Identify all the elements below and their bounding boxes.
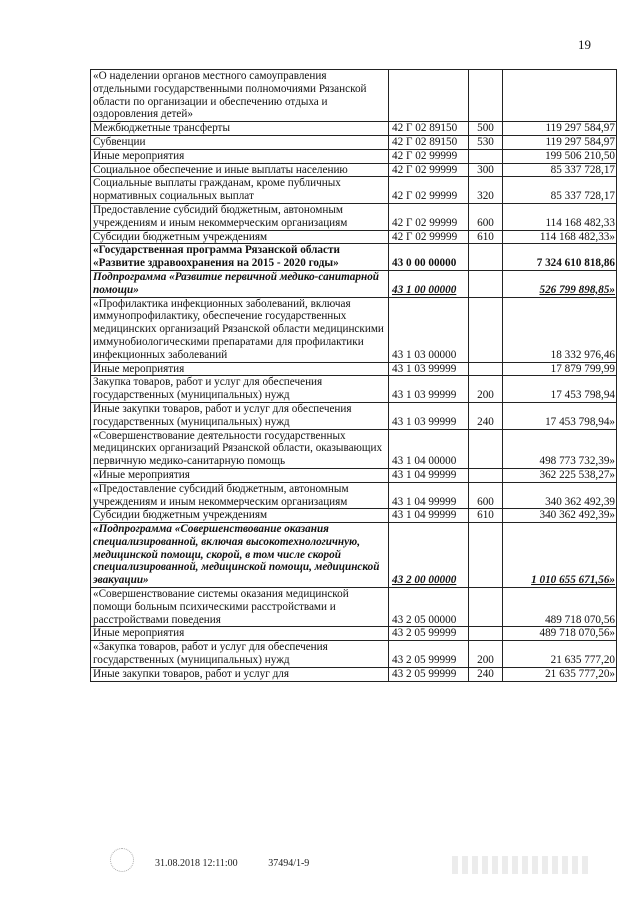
row-code: 43 0 00 00000 [389,244,469,271]
table-row [91,230,617,244]
row-name: «Совершенствование деятельности государственных медицинских организаций Рязанской области, оказывающих первичную медико-санитарную помощь [91,429,389,468]
row-expense-type [469,468,503,482]
row-name: «Предоставление субсидий бюджетным, автономным учреждениям и иным некоммерческим организациям [91,482,389,509]
row-amount: 85 337 728,17 [503,177,617,204]
row-amount: 489 718 070,56» [503,627,617,641]
row-amount: 114 168 482,33 [503,203,617,230]
row-amount [503,70,617,122]
table-row [91,509,617,523]
row-amount: 498 773 732,39» [503,429,617,468]
table-row [91,482,617,509]
row-code: 43 2 05 00000 [389,588,469,627]
row-code: 42 Г 02 89150 [389,122,469,136]
row-name: «Государственная программа Рязанской области «Развитие здравоохранения на 2015 - 2020 годы» [91,244,389,271]
row-name: Иные мероприятия [91,149,389,163]
row-name: Межбюджетные трансферты [91,122,389,136]
row-expense-type: 610 [469,509,503,523]
row-expense-type: 600 [469,203,503,230]
row-expense-type: 200 [469,376,503,403]
table-row [91,122,617,136]
row-expense-type: 530 [469,135,503,149]
row-amount: 340 362 492,39» [503,509,617,523]
row-code [389,70,469,122]
table-row [91,270,617,297]
row-expense-type [469,362,503,376]
row-expense-type: 610 [469,230,503,244]
row-code: 43 2 05 99999 [389,627,469,641]
row-name: Предоставление субсидий бюджетным, автономным учреждениям и иным некоммерческим организациям [91,203,389,230]
row-amount: 119 297 584,97 [503,122,617,136]
row-amount: 362 225 538,27» [503,468,617,482]
row-expense-type [469,523,503,588]
footer [155,858,337,869]
row-code: 43 2 05 99999 [389,667,469,681]
row-amount: 17 453 798,94» [503,402,617,429]
row-code: 42 Г 02 99999 [389,230,469,244]
row-code: 43 1 04 99999 [389,509,469,523]
table-row [91,627,617,641]
row-code: 43 2 00 00000 [389,523,469,588]
table-row [91,163,617,177]
row-expense-type: 240 [469,667,503,681]
row-name: «Закупка товаров, работ и услуг для обеспечения государственных (муниципальных) нужд [91,641,389,668]
table-row [91,362,617,376]
row-code: 42 Г 02 89150 [389,135,469,149]
row-name: Субвенции [91,135,389,149]
row-name: Социальные выплаты гражданам, кроме публичных нормативных социальных выплат [91,177,389,204]
row-amount: 199 506 210,50 [503,149,617,163]
row-code: 43 2 05 99999 [389,641,469,668]
row-amount: 18 332 976,46 [503,297,617,362]
row-amount: 489 718 070,56 [503,588,617,627]
row-amount: 114 168 482,33» [503,230,617,244]
table-row [91,297,617,362]
row-code: 42 Г 02 99999 [389,177,469,204]
row-name: «Иные мероприятия [91,468,389,482]
row-code: 43 1 00 00000 [389,270,469,297]
table-row [91,376,617,403]
row-amount: 7 324 610 818,86 [503,244,617,271]
table-row [91,177,617,204]
table-row [91,402,617,429]
row-expense-type [469,588,503,627]
row-code: 43 1 04 99999 [389,482,469,509]
row-name: «Совершенствование системы оказания медицинской помощи больным психическими расстройствами и расстройствами поведения [91,588,389,627]
page-number: 19 [578,37,591,52]
row-name: Иные закупки товаров, работ и услуг для обеспечения государственных (муниципальных) нужд [91,402,389,429]
row-name: «Подпрограмма «Совершенствование оказания специализированной, включая высокотехнологичную, медицинской помощи, скорой, в том числе скорой специализированной, медицинской помощи, медицинской эвакуации» [91,523,389,588]
row-name: Подпрограмма «Развитие первичной медико-санитарной помощи» [91,270,389,297]
table-row [91,70,617,122]
row-code: 43 1 03 99999 [389,376,469,403]
row-code: 42 Г 02 99999 [389,149,469,163]
row-name: Иные мероприятия [91,627,389,641]
row-expense-type: 500 [469,122,503,136]
row-expense-type: 240 [469,402,503,429]
footer-doc-id: 37494/1-9 [268,858,310,869]
table-row [91,429,617,468]
row-expense-type: 600 [469,482,503,509]
table-row [91,244,617,271]
row-name: Субсидии бюджетным учреждениям [91,230,389,244]
row-amount: 1 010 655 671,56» [503,523,617,588]
row-expense-type [469,244,503,271]
row-expense-type [469,149,503,163]
row-amount: 119 297 584,97 [503,135,617,149]
row-amount: 526 799 898,85» [503,270,617,297]
row-amount: 21 635 777,20 [503,641,617,668]
row-expense-type: 200 [469,641,503,668]
row-expense-type: 320 [469,177,503,204]
row-amount: 17 879 799,99 [503,362,617,376]
row-amount: 340 362 492,39 [503,482,617,509]
row-code: 43 1 03 99999 [389,402,469,429]
row-name: Социальное обеспечение и иные выплаты населению [91,163,389,177]
row-name: «Профилактика инфекционных заболеваний, включая иммунопрофилактику, обеспечение государственных медицинских организаций Рязанской области медицинскими иммунобиологическими препаратами для профилактики инфекционных заболеваний [91,297,389,362]
row-name: «О наделении органов местного самоуправления отдельными государственными полномочиями Рязанской области по организации и обеспечению отдыха и оздоровления детей» [91,70,389,122]
footer-faint-text [452,856,592,874]
row-code: 43 1 04 99999 [389,468,469,482]
row-name: Закупка товаров, работ и услуг для обеспечения государственных (муниципальных) нужд [91,376,389,403]
table-row [91,588,617,627]
row-name: Иные мероприятия [91,362,389,376]
row-expense-type [469,627,503,641]
row-name: Иные закупки товаров, работ и услуг для [91,667,389,681]
row-code: 43 1 04 00000 [389,429,469,468]
row-code: 42 Г 02 99999 [389,163,469,177]
row-amount: 17 453 798,94 [503,376,617,403]
row-amount: 21 635 777,20» [503,667,617,681]
row-name: Субсидии бюджетным учреждениям [91,509,389,523]
row-expense-type [469,70,503,122]
footer-datetime: 31.08.2018 12:11:00 [155,858,238,869]
budget-table [90,69,617,682]
budget-table-body [91,70,617,682]
footer-stamp-icon [110,848,134,872]
table-row [91,641,617,668]
row-expense-type [469,270,503,297]
row-expense-type [469,429,503,468]
row-expense-type [469,297,503,362]
row-code: 43 1 03 99999 [389,362,469,376]
table-row [91,667,617,681]
table-row [91,135,617,149]
table-row [91,203,617,230]
table-row [91,149,617,163]
table-row [91,468,617,482]
row-expense-type: 300 [469,163,503,177]
row-code: 43 1 03 00000 [389,297,469,362]
table-row [91,523,617,588]
row-amount: 85 337 728,17 [503,163,617,177]
row-code: 42 Г 02 99999 [389,203,469,230]
